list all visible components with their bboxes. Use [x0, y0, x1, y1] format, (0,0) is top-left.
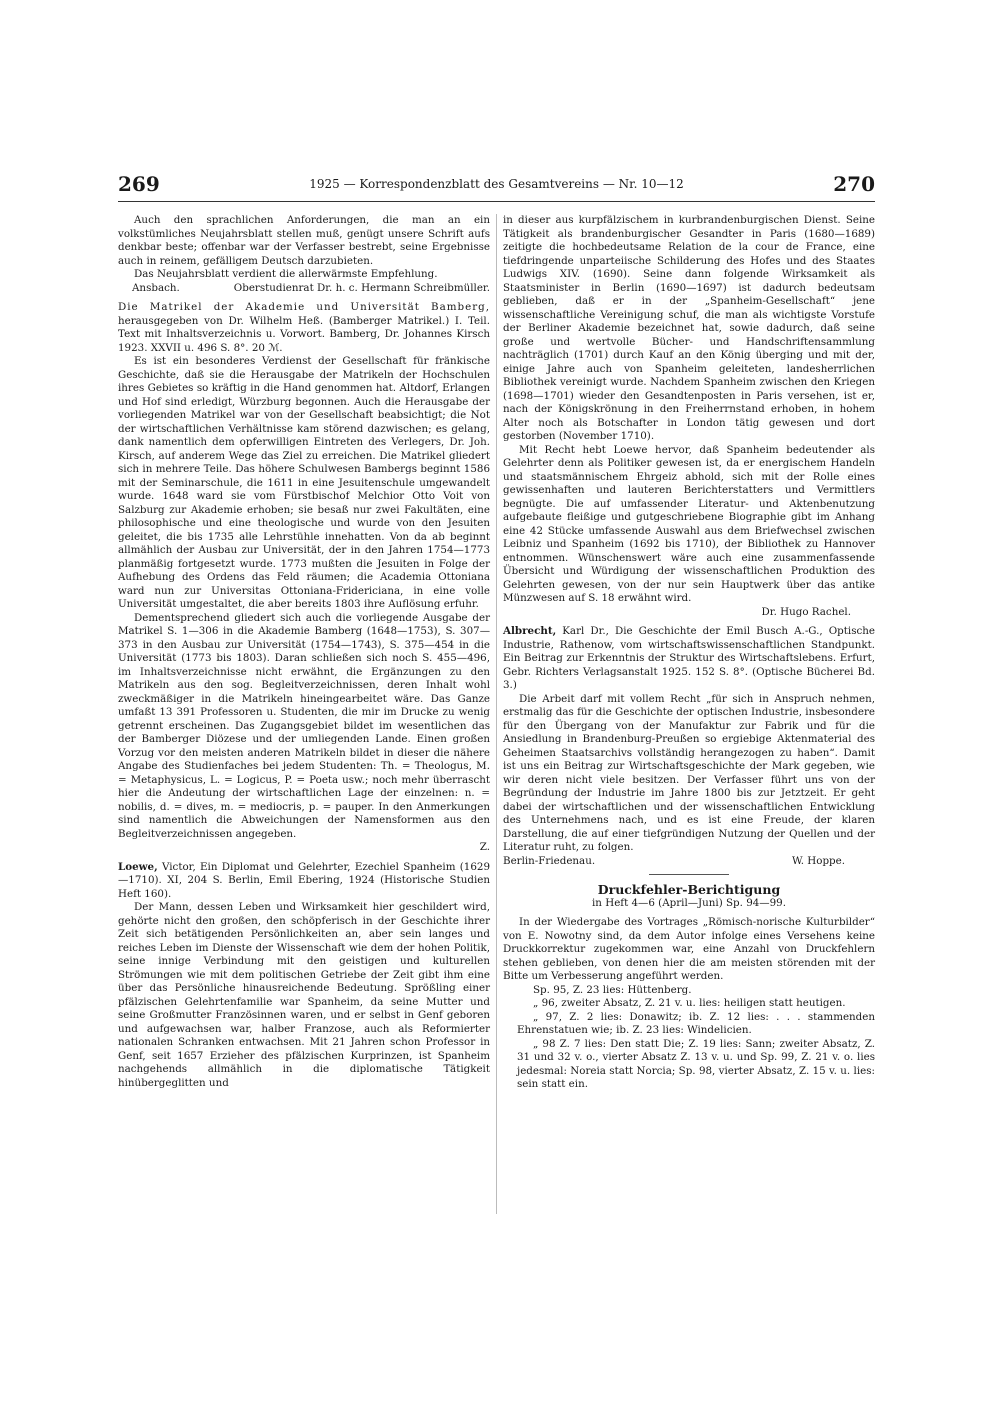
- signature-name: Dr. Hugo Rachel.: [761, 605, 851, 618]
- signature: [118, 282, 490, 296]
- review-heading: [118, 861, 490, 902]
- signature-initial: Z.: [479, 841, 490, 853]
- signature: [118, 841, 490, 855]
- right-column: [503, 214, 875, 1092]
- paragraph: Die Arbeit darf mit vollem Recht „für sich in Anspruch nehmen, erstmalig das für die Geschichte der optischen Industrie, insbesondere für den Übergang von der Manufaktur zur Fabrik und für die Ansiedlung in Brandenburg-Preußen so ergiebige Aktenmaterial des Geheimen Staatsarchivs vollständig herangezogen zu haben“. Damit ist uns ein Beitrag zur Wirtschaftsgeschichte der Mark gegeben, wie wir deren nicht viele besitzen. Der Verfasser führt uns von der Begründung der Industrie im Jahre 1800 bis zur Jetztzeit. Er geht dabei der wirtschaftlichen und der wissenschaftlichen Entwicklung des Unternehmens nach, und es ist eine Freude, der klaren Darstellung, die auf einer tiefgründigen Nutzung der Quellen und der Literatur ruht, zu folgen.: [503, 692, 875, 853]
- signature-name: Oberstudienrat Dr. h. c. Hermann Schreibmüller.: [233, 281, 490, 294]
- review-heading: [503, 625, 875, 693]
- column-divider: [496, 214, 497, 1214]
- errata-intro: In der Wiedergabe des Vortrages „Römisch-norische Kulturbilder“ von E. Nowotny sind, da dem Autor infolge eines Versehens keine Druckkorrektur zugekommen war, eine Anzahl von Druckfehlern stehen geblieben, von denen hier die am meisten störenden mit der Bitte um Verbesserung angeführt werden.: [503, 916, 875, 982]
- running-title: 1925 — Korrespondenzblatt des Gesamtvereins — Nr. 10—12: [309, 177, 684, 191]
- errata-item: „ 96, zweiter Absatz, Z. 21 v. u. lies: heiligen statt heutigen.: [533, 997, 846, 1009]
- paragraph: in dieser aus kurpfälzischem in kurbrandenburgischen Dienst. Seine Tätigkeit als brandenburgischer Gesandter in Paris (1680—1689) zeitigte die hochbedeutsame Relation de la cour de France, eine tiefdringende unparteiische Schilderung des Hofes und des Staates Ludwigs XIV. (1690). Seine dann folgende Wirksamkeit als Staatsminister in Berlin (1690—1697) ist dadurch bedeutsam geblieben, daß er in der „Spanheim-Gesellschaft“ jene wissenschaftliche Vereinigung schuf, die man als wichtigste Vorstufe der Berliner Akademie bezeichnet hat, sowie dadurch, daß seine große und wertvolle Bücher- und Handschriftensammlung nachträglich (1701) durch Kauf an den König überging und mit der, einige Jahre auch von Spanheim geleiteten, landesherrlichen Bibliothek vereinigt wurde. Nachdem Spanheim zwischen den Kriegen (1698—1701) wieder den Gesandtenposten in Paris versehen, ist er, nach der Königskrönung in den Freiherrnstand erhoben, in hohem Alter noch als Botschafter in London tätig gewesen und dort gestorben (November 1710).: [503, 214, 875, 442]
- errata-item: „ 97, Z. 2 lies: Donawitz; ib. Z. 12 lies: . . . stammenden Ehrenstatuen wie; ib. Z. 23 lies: Windelicien.: [517, 1010, 875, 1036]
- paragraph: Mit Recht hebt Loewe hervor, daß Spanheim bedeutender als Gelehrter denn als Politiker gewesen ist, da er energischem Handeln und staatsmännischem Ehrgeiz abhold, sich mit der Rolle eines gewissenhaften und lauteren Berichterstatters und Vermittlers begnügte. Die auf umfassender Literatur- und Aktenbenutzung aufgebaute fleißige und gutgeschriebene Biographie gibt im Anhang eine 42 Stücke umfassende Auswahl aus dem Briefwechsel zwischen Leibniz und Spanheim (1692 bis 1710), der Bibliothek zu Hannover entnommen. Wünschenswert wäre auch eine zusammenfassende Übersicht und Würdigung der wissenschaftlichen Produktion des Gelehrten gewesen, von der nur sein Hauptwerk über das antike Münzwesen auf S. 18 erwähnt wird.: [503, 443, 875, 604]
- paragraph: Es ist ein besonderes Verdienst der Gesellschaft für fränkische Geschichte, daß sie die Herausgabe der Matrikeln der Hochschulen ihres Gebietes so kräftig in die Hand genommen hat. Altdorf, Erlangen und Hof sind erledigt, Würzburg begonnen. Auch die Herausgabe der vorliegenden Matrikel war von der Gesellschaft beabsichtigt; die Not der wirtschaftlichen Verhältnisse kam störend dazwischen; es gelang, dank namentlich dem opferwilligen Eintreten des Verlegers, Dr. Joh. Kirsch, auf anderem Wege das Ziel zu erreichen. Die Matrikel gliedert sich in mehrere Teile. Das höhere Schulwesen Bambergs beginnt 1586 mit der Seminarschule, die 1611 in eine Jesuitenschule umgewandelt wurde. 1648 ward sie vom Fürstbischof Melchior Otto Voit von Salzburg zur Akademie erhoben; sie besaß nur zwei Fakultäten, eine philosophische und eine theologische und wurde von den Jesuiten geleitet, die bis 1735 alle Lehrstühle innehatten. Von da ab beginnt allmählich der Ausbau zur Universität, der in den Jahren 1754—1773 planmäßig fortgesetzt wurde. 1773 mußten die Jesuiten in Folge der Aufhebung des Ordens das Feld räumen; die Academia Ottoniana ward nun zur Universitas Ottoniana-Fridericiana, in eine volle Universität umgestaltet, die aber bereits 1803 ihre Auflösung erfuhr.: [118, 355, 490, 610]
- signature-place: Berlin-Friedenau.: [503, 854, 596, 867]
- errata-subtitle: in Heft 4—6 (April—Juni) Sp. 94—99.: [592, 896, 786, 909]
- paragraph: Der Mann, dessen Leben und Wirksamkeit hier geschildert wird, gehörte nicht den großen, den schöpferisch in der Geschichte ihrer Zeit sich betätigenden Persönlichkeiten an, aber sein langes und reiches Leben im Dienste der Wissenschaft wie dem der hohen Politik, seine innige Verbindung mit den geistigen und kulturellen Strömungen wie mit dem politischen Getriebe der Zeit gibt ihm eine über das Persönliche hinausreichende Bedeutung. Sprößling einer pfälzischen Gelehrtenfamilie war Spanheim, da seine Mutter und seine Großmutter Französinnen waren, und er selbst in Genf geboren und aufgewachsen war, halber Franzose, auch als Reformierter nationalen Schranken entwachsen. Mit 21 Jahren schon Professor in Genf, seit 1657 Erzieher des pfälzischen Kurprinzen, ist Spanheim nachgehends allmählich in die diplomatische Tätigkeit hinübergeglitten und: [118, 901, 490, 1089]
- review-heading: [118, 301, 490, 355]
- signature: [503, 855, 875, 869]
- errata-title: Druckfehler-Berichtigung: [597, 882, 781, 897]
- paragraph: Auch den sprachlichen Anforderungen, die man an ein volkstümliches Neujahrsblatt stellen muß, genügt unsere Schrift aufs denkbar beste; offenbar war der Verfasser bestrebt, seine Ergebnisse auch in reinem, gefälligem Deutsch darzubieten.: [118, 214, 490, 267]
- review-author: Albrecht,: [503, 625, 557, 637]
- signature-place: Ansbach.: [132, 281, 180, 294]
- review-meta: herausgegeben von Dr. Wilhelm Heß. (Bamberger Matrikel.) I. Teil. Text mit Inhaltsverzeichnis u. Vorwort. Bamberg, Dr. Johannes Kirsch 1923. XXVII u. 496 S. 8°. 20 ℳ.: [118, 314, 490, 354]
- errata-item: Sp. 95, Z. 23 lies: Hüttenberg.: [533, 983, 692, 996]
- paragraph: Das Neujahrsblatt verdient die allerwärmste Empfehlung.: [134, 268, 438, 280]
- signature-name: W. Hoppe.: [791, 854, 845, 867]
- page-number-right: 270: [833, 172, 875, 196]
- paragraph: Dementsprechend gliedert sich auch die vorliegende Ausgabe der Matrikel S. 1—306 in die Akademie Bamberg (1648—1753), S. 307—373 in den Ausbau zur Universität (1754—1743), S. 375—454 in die Universität (1773 bis 1803). Daran schließen sich noch S. 455—496, im Inhaltsverzeichnisse nicht erwähnt, die Ergänzungen zu den Matrikeln aus den sog. Begleitverzeichnissen, deren Inhalt wohl zweckmäßiger in die Matrikeln hineingearbeitet wäre. Das Ganze umfaßt 13 391 Professoren u. Studenten, die mir im Drucke zu wenig getrennt erscheinen. Das Zugangsgebiet bildet im wesentlichen das der Bamberger Diözese und der umliegenden Lande. Einen großen Vorzug vor den meisten anderen Matrikeln bildet in dieser die nähere Angabe des Studienfaches bei jedem Studenten: Th. = Theologus, M. = Metaphysicus, L. = Logicus, P. = Poeta usw.; noch mehr überrascht hier die Andeutung der wirtschaftlichen Lage der einzelnen: n. = nobilis, d. = dives, m. = mediocris, p. = pauper. In den Anmerkungen sind namentlich die Abweichungen der Namensformen aus den Begleitverzeichnissen angegeben.: [118, 611, 490, 840]
- review-author: Loewe,: [118, 860, 158, 873]
- section-divider: [649, 874, 729, 875]
- signature: [503, 606, 875, 620]
- left-column: [118, 214, 490, 1090]
- errata-item: „ 98 Z. 7 lies: Den statt Die; Z. 19 lies: Sann; zweiter Absatz, Z. 31 und 32 v. o., vierter Absatz Z. 13 v. u. und Sp. 99, Z. 21 v. o. lies jedesmal: Noreia statt Norcia; Sp. 98, vierter Absatz, Z. 15 v. u. lies: sein statt ein.: [517, 1037, 875, 1090]
- review-title: Die Matrikel der Akademie und Universität Bamberg,: [118, 301, 490, 313]
- review-title: Victor, Ein Diplomat und Gelehrter, Ezechiel Spanheim (1629—1710). XI, 204 S. Berlin, Emil Ebering, 1924 (Historische Studien Heft 160).: [118, 860, 491, 900]
- page-header: [118, 172, 875, 202]
- header-rule: [118, 201, 875, 202]
- review-title: Karl Dr., Die Geschichte der Emil Busch A.-G., Optische Industrie, Rathenow, vom wirtschaftswissenschaftlichen Standpunkt. Ein Beitrag zur Erkenntnis der Struktur des Wirtschaftslebens. Erfurt, Gebr. Richters Verlagsanstalt 1925. 152 S. 8°. (Optische Bücherei Bd. 3.): [503, 625, 875, 691]
- page-number-left: 269: [118, 172, 160, 196]
